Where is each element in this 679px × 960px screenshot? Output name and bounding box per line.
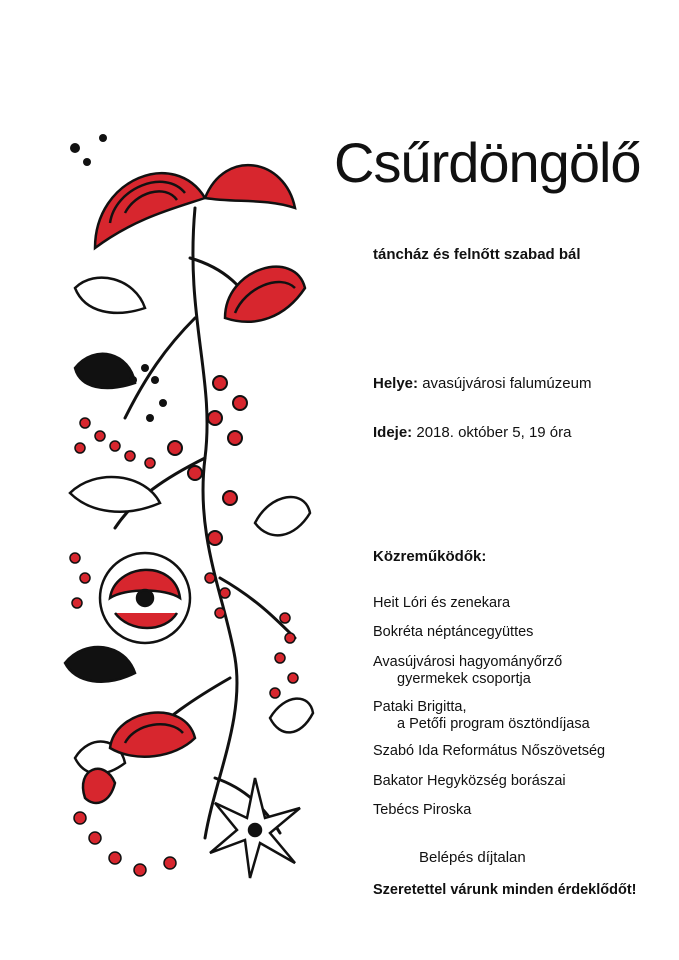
folk-floral-ornament-icon bbox=[55, 118, 315, 898]
place-value: avasújvárosi falumúzeum bbox=[422, 375, 592, 392]
list-item bbox=[373, 595, 605, 612]
contributor-name: Avasújvárosi hagyományőrző bbox=[373, 653, 563, 670]
contributor-name: Tebécs Piroska bbox=[373, 802, 472, 819]
poster-title: Csűrdöngölő bbox=[334, 131, 641, 194]
place-label: Helye: bbox=[373, 375, 419, 392]
list-item bbox=[373, 699, 605, 734]
contributors-heading: Közreműködők: bbox=[373, 548, 487, 565]
list-item bbox=[373, 624, 605, 641]
event-subtitle: táncház és felnőtt szabad bál bbox=[373, 246, 581, 263]
contributor-name: Szabó Ida Református Nőszövetség bbox=[373, 743, 606, 760]
entry-fee-note: Belépés díjtalan bbox=[419, 849, 526, 866]
time-line bbox=[373, 424, 571, 441]
closing-invitation: Szeretettel várunk minden érdeklődőt! bbox=[373, 882, 637, 898]
time-value: 2018. október 5, 19 óra bbox=[416, 424, 572, 441]
contributor-name: Bakator Hegyközség borászai bbox=[373, 772, 566, 789]
time-label: Ideje: bbox=[373, 424, 413, 441]
contributor-detail: a Petőfi program ösztöndíjasa bbox=[397, 715, 590, 732]
contributor-name: Bokréta néptáncegyüttes bbox=[373, 624, 534, 641]
list-item bbox=[373, 773, 605, 790]
place-line bbox=[373, 375, 591, 392]
contributor-name: Heit Lóri és zenekara bbox=[373, 595, 511, 611]
contributor-name: Pataki Brigitta, bbox=[373, 698, 467, 715]
contributor-detail: gyermekek csoportja bbox=[397, 671, 531, 688]
list-item bbox=[373, 654, 605, 689]
list-item bbox=[373, 802, 605, 819]
list-item bbox=[373, 743, 605, 760]
contributors-list bbox=[373, 595, 605, 820]
